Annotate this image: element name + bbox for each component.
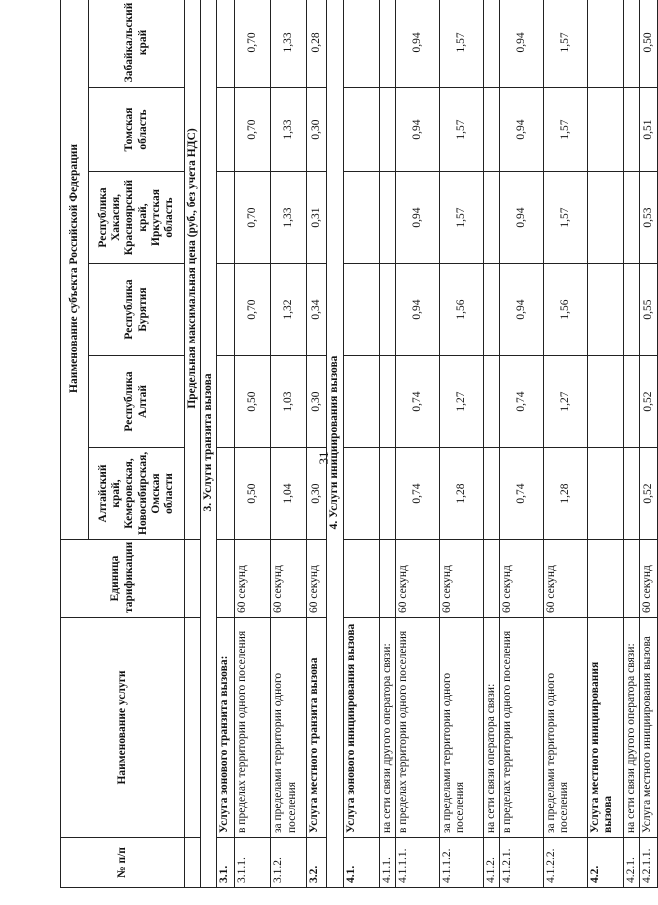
row-price: 1,56 bbox=[439, 264, 483, 356]
row-code: 3.2. bbox=[307, 838, 327, 888]
row-unit bbox=[624, 540, 640, 618]
row-price bbox=[379, 88, 395, 172]
row-price: 0,70 bbox=[235, 0, 271, 88]
header-num: № п/п bbox=[61, 838, 185, 888]
row-price bbox=[624, 264, 640, 356]
row-price bbox=[588, 356, 624, 448]
table-row bbox=[500, 0, 544, 888]
row-price: 0,94 bbox=[395, 264, 439, 356]
row-price: 0,74 bbox=[395, 448, 439, 540]
row-price: 1,57 bbox=[439, 172, 483, 264]
section-4-rows bbox=[343, 0, 658, 888]
row-service: Услуга зонового инициирования вызова bbox=[343, 618, 379, 838]
header-region: Забайкальский край bbox=[89, 0, 185, 88]
row-price: 0,74 bbox=[500, 448, 544, 540]
row-code: 4.2.1.1. bbox=[640, 838, 658, 888]
table-row bbox=[235, 0, 271, 888]
row-code: 3.1.1. bbox=[235, 838, 271, 888]
row-price: 0,94 bbox=[395, 88, 439, 172]
tariff-table bbox=[60, 0, 658, 888]
table-row bbox=[483, 0, 499, 888]
row-code: 4.1.2.2. bbox=[544, 838, 588, 888]
row-price bbox=[588, 448, 624, 540]
row-unit: 60 секунд bbox=[395, 540, 439, 618]
section-row bbox=[327, 0, 343, 888]
table-row bbox=[217, 0, 235, 888]
row-code: 4.1.1.1. bbox=[395, 838, 439, 888]
row-service: в пределах территории одного поселения bbox=[500, 618, 544, 838]
row-unit bbox=[588, 540, 624, 618]
row-price bbox=[624, 0, 640, 88]
row-price bbox=[217, 0, 235, 88]
row-code: 4.1.1.2. bbox=[439, 838, 483, 888]
header-region: Алтайский край, Кемеровская, Новосибирская, Омская области bbox=[89, 448, 185, 540]
row-price bbox=[343, 448, 379, 540]
section-title: 4. Услуги инициирования вызова bbox=[327, 0, 343, 888]
row-price: 1,57 bbox=[544, 88, 588, 172]
row-price bbox=[483, 264, 499, 356]
row-price: 0,94 bbox=[500, 264, 544, 356]
row-price: 1,03 bbox=[271, 356, 307, 448]
header-unit: Единица тарификации bbox=[61, 540, 185, 618]
row-unit: 60 секунд bbox=[439, 540, 483, 618]
row-code: 3.1. bbox=[217, 838, 235, 888]
rotated-page bbox=[60, 0, 655, 888]
section-3-rows bbox=[217, 0, 327, 888]
row-service: на сети связи оператора связи: bbox=[483, 618, 499, 838]
row-unit: 60 секунд bbox=[500, 540, 544, 618]
row-service: на сети связи другого оператора связи: bbox=[624, 618, 640, 838]
row-unit bbox=[343, 540, 379, 618]
row-price: 0,50 bbox=[640, 0, 658, 88]
row-price bbox=[343, 0, 379, 88]
section-title: 3. Услуги транзита вызова bbox=[201, 0, 217, 888]
row-price: 0,70 bbox=[235, 172, 271, 264]
row-price bbox=[379, 356, 395, 448]
row-price bbox=[483, 172, 499, 264]
row-unit: 60 секунд bbox=[307, 540, 327, 618]
row-price: 0,94 bbox=[500, 172, 544, 264]
row-price bbox=[379, 0, 395, 88]
table-row bbox=[343, 0, 379, 888]
row-price: 1,28 bbox=[439, 448, 483, 540]
row-price: 1,33 bbox=[271, 0, 307, 88]
row-price bbox=[624, 448, 640, 540]
row-price: 1,33 bbox=[271, 88, 307, 172]
row-service: Услуга местного инициирования вызова bbox=[640, 618, 658, 838]
row-unit bbox=[379, 540, 395, 618]
section-row bbox=[201, 0, 217, 888]
page-number: 31 bbox=[316, 451, 331, 465]
row-price: 0,34 bbox=[307, 264, 327, 356]
row-service: в пределах территории одного поселения bbox=[395, 618, 439, 838]
row-price bbox=[379, 448, 395, 540]
table-row bbox=[588, 0, 624, 888]
row-price bbox=[343, 172, 379, 264]
row-price: 1,57 bbox=[439, 0, 483, 88]
row-price: 0,53 bbox=[640, 172, 658, 264]
row-price: 0,94 bbox=[500, 88, 544, 172]
row-price: 0,30 bbox=[307, 356, 327, 448]
row-price bbox=[624, 356, 640, 448]
row-service: в пределах территории одного поселения bbox=[235, 618, 271, 838]
row-price: 1,04 bbox=[271, 448, 307, 540]
row-price bbox=[217, 172, 235, 264]
row-service: за пределами территории одного поселения bbox=[439, 618, 483, 838]
row-price bbox=[483, 448, 499, 540]
header-service: Наименование услуги bbox=[61, 618, 185, 838]
row-price bbox=[379, 172, 395, 264]
row-service: на сети связи другого оператора связи: bbox=[379, 618, 395, 838]
table-row bbox=[271, 0, 307, 888]
row-unit: 60 секунд bbox=[271, 540, 307, 618]
row-code: 4.1.1. bbox=[379, 838, 395, 888]
row-price bbox=[624, 172, 640, 264]
row-price bbox=[379, 264, 395, 356]
row-price: 1,56 bbox=[544, 264, 588, 356]
row-price bbox=[217, 264, 235, 356]
table-row bbox=[307, 0, 327, 888]
row-unit: 60 секунд bbox=[235, 540, 271, 618]
row-price bbox=[343, 88, 379, 172]
header-region: Республика Хакасия, Красноярский край, Иркутская область bbox=[89, 172, 185, 264]
row-price: 0,74 bbox=[395, 356, 439, 448]
row-price bbox=[343, 264, 379, 356]
row-price bbox=[483, 88, 499, 172]
row-unit bbox=[483, 540, 499, 618]
row-price bbox=[343, 356, 379, 448]
row-service: Услуга местного транзита вызова bbox=[307, 618, 327, 838]
row-unit: 60 секунд bbox=[544, 540, 588, 618]
header-group: Наименование субъекта Российской Федерации bbox=[61, 0, 89, 540]
row-service: за пределами территории одного поселения bbox=[544, 618, 588, 838]
header-row-1 bbox=[61, 0, 89, 888]
row-price: 1,57 bbox=[439, 88, 483, 172]
row-price: 0,94 bbox=[395, 172, 439, 264]
row-price: 0,70 bbox=[235, 264, 271, 356]
row-price: 0,50 bbox=[235, 448, 271, 540]
row-unit: 60 секунд bbox=[640, 540, 658, 618]
row-price bbox=[588, 88, 624, 172]
row-price: 1,27 bbox=[439, 356, 483, 448]
row-price bbox=[588, 264, 624, 356]
row-price: 0,94 bbox=[500, 0, 544, 88]
table-row bbox=[624, 0, 640, 888]
header-region: Республика Алтай bbox=[89, 356, 185, 448]
row-price bbox=[483, 356, 499, 448]
row-price: 0,30 bbox=[307, 448, 327, 540]
row-price: 0,50 bbox=[235, 356, 271, 448]
row-code: 4.1.2.1. bbox=[500, 838, 544, 888]
row-price bbox=[588, 0, 624, 88]
row-price bbox=[624, 88, 640, 172]
row-code: 4.2. bbox=[588, 838, 624, 888]
price-caption: Предельная максимальная цена (руб., без учета НДС) bbox=[185, 0, 201, 540]
table-row bbox=[544, 0, 588, 888]
row-service: Услуга зонового транзита вызова: bbox=[217, 618, 235, 838]
row-price: 0,55 bbox=[640, 264, 658, 356]
row-price: 0,51 bbox=[640, 88, 658, 172]
row-price: 0,52 bbox=[640, 448, 658, 540]
row-price: 1,27 bbox=[544, 356, 588, 448]
row-code: 4.1.2. bbox=[483, 838, 499, 888]
row-price: 1,33 bbox=[271, 172, 307, 264]
table-row bbox=[395, 0, 439, 888]
row-code: 4.1. bbox=[343, 838, 379, 888]
row-price: 0,28 bbox=[307, 0, 327, 88]
row-price bbox=[588, 172, 624, 264]
row-price: 0,52 bbox=[640, 356, 658, 448]
row-code: 3.1.2. bbox=[271, 838, 307, 888]
row-price: 0,94 bbox=[395, 0, 439, 88]
row-price bbox=[483, 0, 499, 88]
header-region: Республика Бурятия bbox=[89, 264, 185, 356]
row-price: 0,70 bbox=[235, 88, 271, 172]
header-region: Томская область bbox=[89, 88, 185, 172]
row-price: 1,57 bbox=[544, 172, 588, 264]
row-price: 0,74 bbox=[500, 356, 544, 448]
row-price bbox=[217, 448, 235, 540]
table-row bbox=[640, 0, 658, 888]
row-price bbox=[217, 88, 235, 172]
table-row bbox=[439, 0, 483, 888]
row-price: 0,30 bbox=[307, 88, 327, 172]
row-price: 1,28 bbox=[544, 448, 588, 540]
row-unit bbox=[217, 540, 235, 618]
table-row bbox=[379, 0, 395, 888]
row-service: Услуга местного инициирования вызова bbox=[588, 618, 624, 838]
row-price: 0,31 bbox=[307, 172, 327, 264]
row-service: за пределами территории одного поселения bbox=[271, 618, 307, 838]
row-price: 1,32 bbox=[271, 264, 307, 356]
row-price bbox=[217, 356, 235, 448]
price-caption-row bbox=[185, 0, 201, 888]
row-price: 1,57 bbox=[544, 0, 588, 88]
row-code: 4.2.1. bbox=[624, 838, 640, 888]
